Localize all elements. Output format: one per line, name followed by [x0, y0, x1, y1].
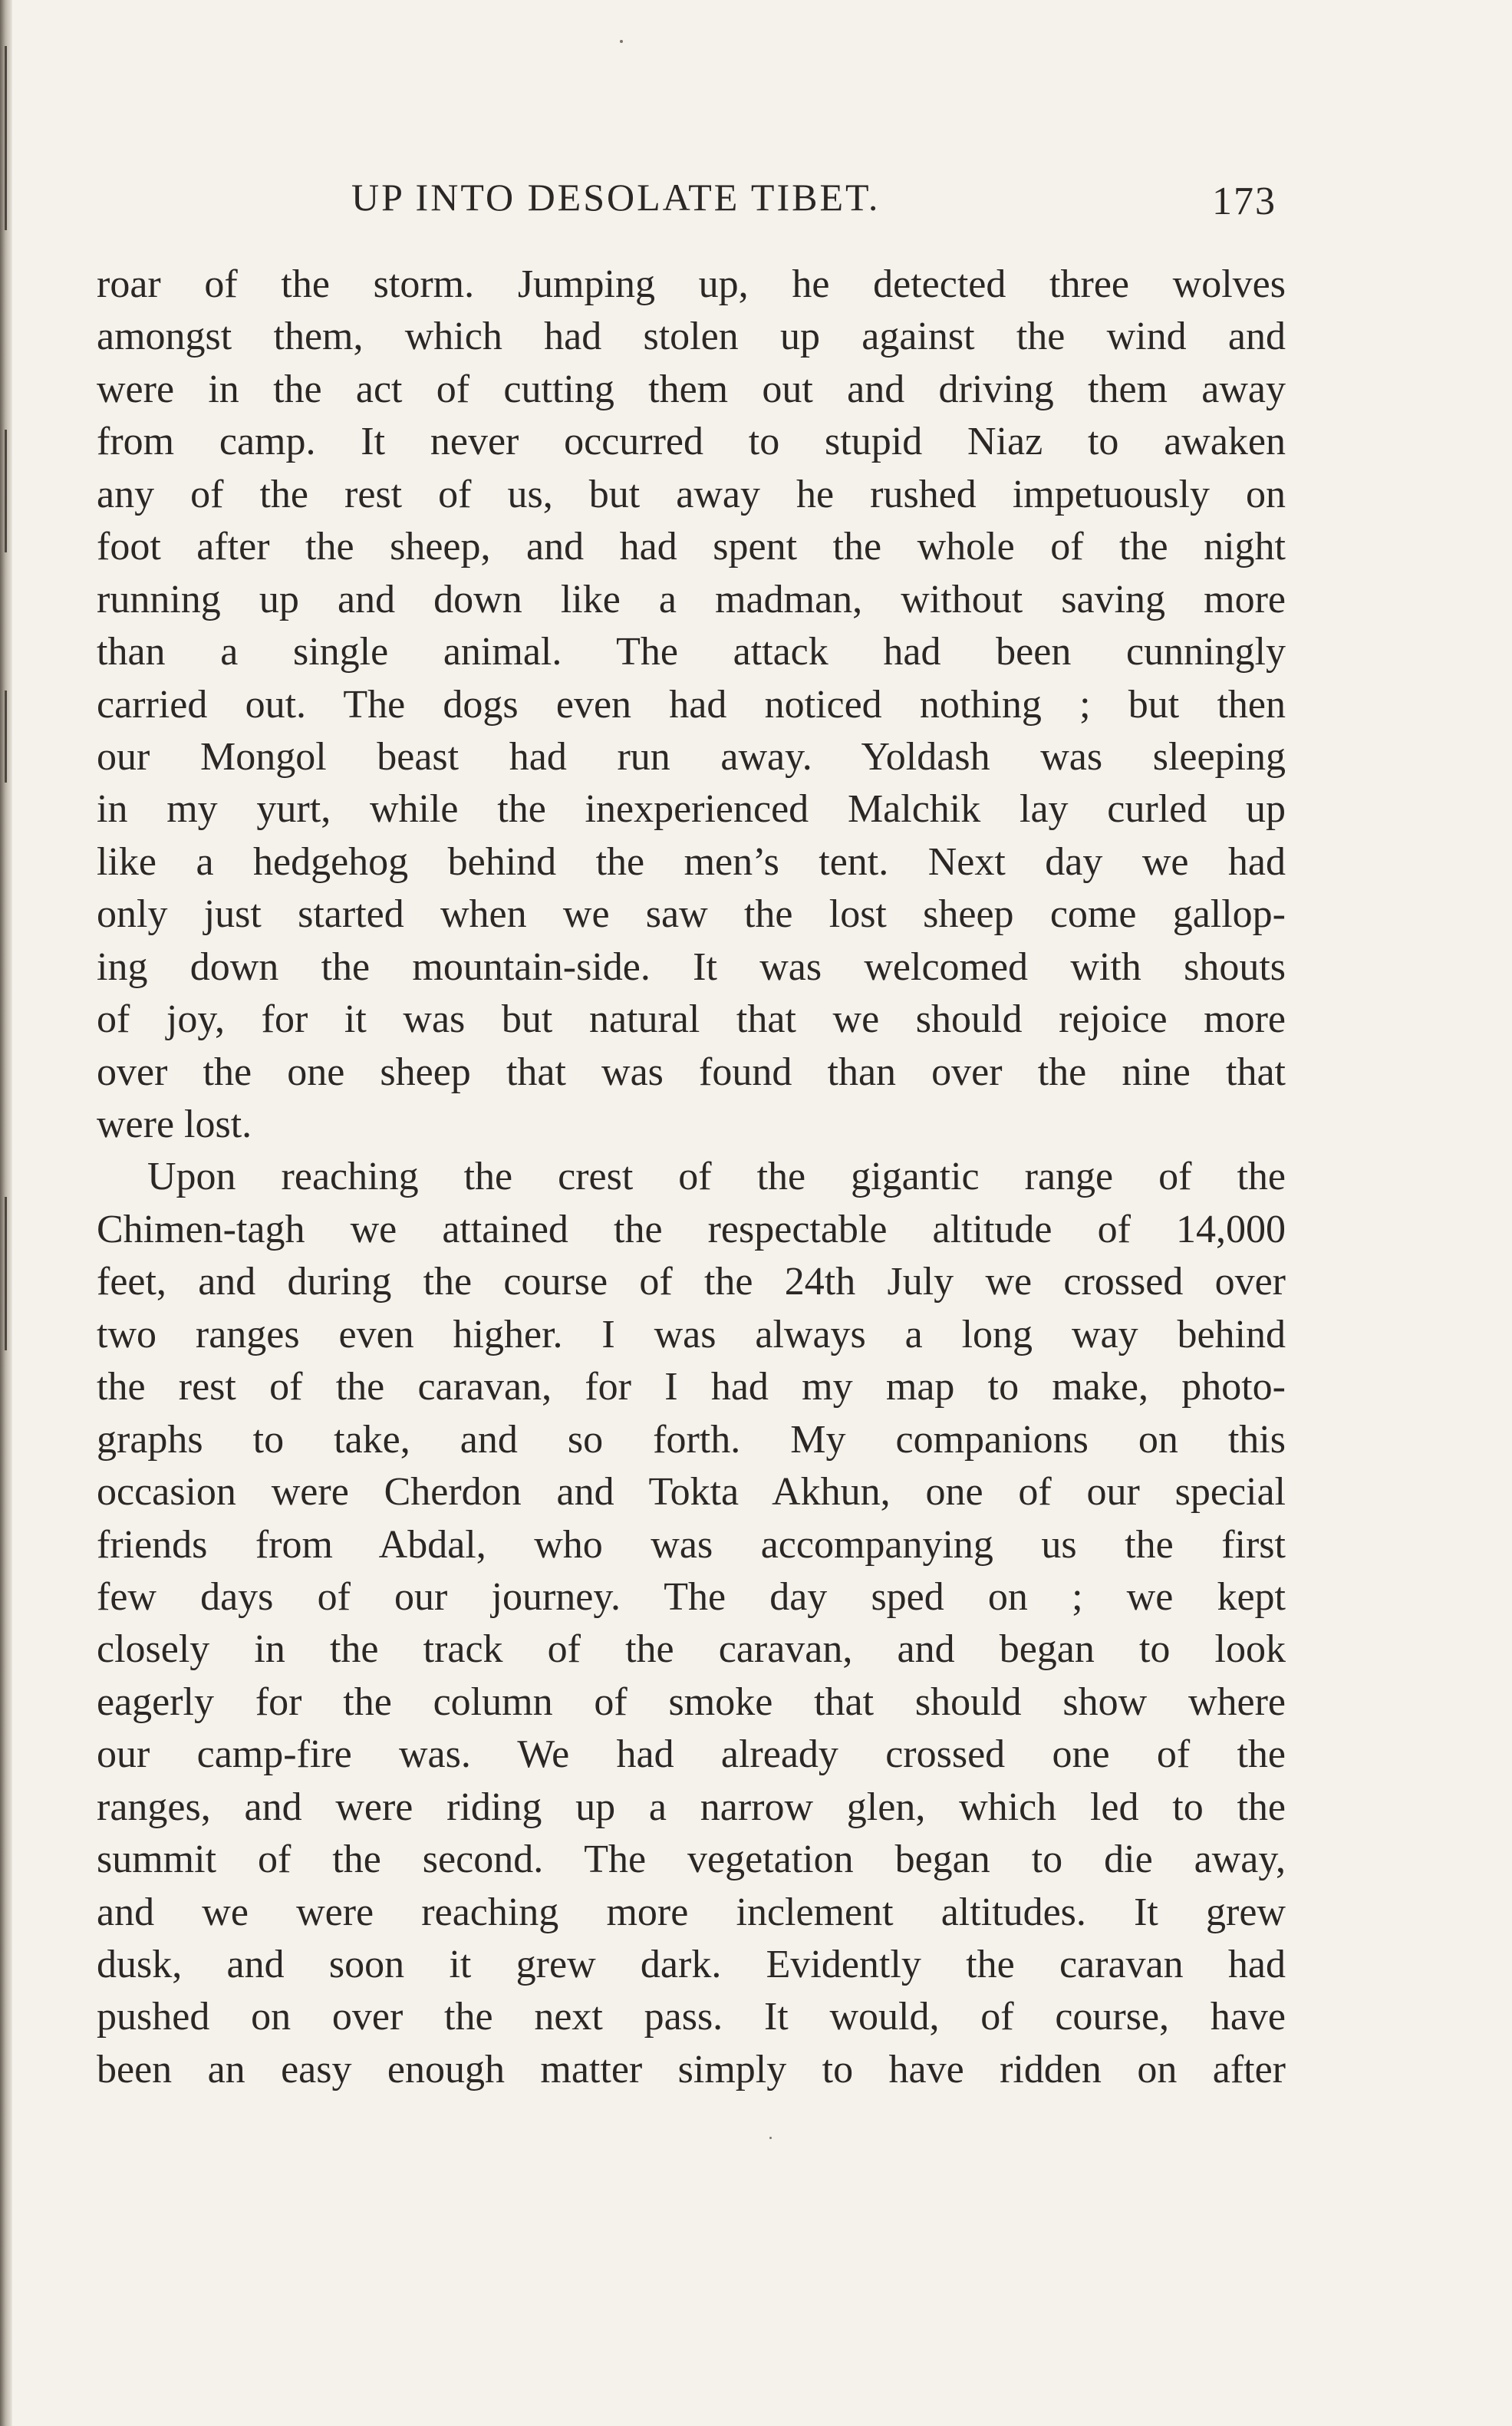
- text-line: like a hedgehog behind the men’s tent. Next day we had: [97, 839, 1286, 884]
- text-line: two ranges even higher. I was always a long way behind: [97, 1312, 1286, 1356]
- body-text: [97, 259, 1286, 2096]
- text-line: Chimen-tagh we attained the respectable altitude of 14,000: [97, 1207, 1286, 1251]
- text-line: friends from Abdal, who was accompanying us the first: [97, 1522, 1286, 1567]
- text-line: any of the rest of us, but away he rushed impetuously on: [97, 472, 1286, 516]
- page-number: 173: [1212, 180, 1276, 223]
- binding-gutter: [0, 0, 12, 2426]
- text-line: the rest of the caravan, for I had my map to make, photo-: [97, 1365, 1286, 1409]
- text-line: pushed on over the next pass. It would, of course, have: [97, 1995, 1286, 2039]
- text-line: eagerly for the column of smoke that should show where: [97, 1679, 1286, 1724]
- paragraph-start-line: Upon reaching the crest of the gigantic range of the: [147, 1155, 1286, 1199]
- gutter-shadow: [5, 691, 7, 783]
- text-line: foot after the sheep, and had spent the whole of the night: [97, 525, 1286, 569]
- text-line: dusk, and soon it grew dark. Evidently the caravan had: [97, 1943, 1286, 1986]
- text-line: our Mongol beast had run away. Yoldash was sleeping: [97, 734, 1286, 779]
- paper-speck: [620, 40, 623, 43]
- text-line: feet, and during the course of the 24th July we crossed over: [97, 1260, 1286, 1304]
- text-line: than a single animal. The attack had been cunningly: [97, 630, 1286, 674]
- text-line: amongst them, which had stolen up against the wind and: [97, 315, 1286, 359]
- running-head: [0, 170, 1512, 224]
- text-line: closely in the track of the caravan, and began to look: [97, 1627, 1286, 1672]
- text-line: were in the act of cutting them out and driving them away: [97, 367, 1286, 411]
- text-line: in my yurt, while the inexperienced Malchik lay curled up: [97, 787, 1286, 832]
- text-line: running up and down like a madman, without saving more: [97, 577, 1286, 621]
- text-line: our camp-fire was. We had already crossed one of the: [97, 1732, 1286, 1777]
- text-line: from camp. It never occurred to stupid Niaz to awaken: [97, 420, 1286, 464]
- text-line: carried out. The dogs even had noticed nothing ; but then: [97, 682, 1286, 727]
- text-line: been an easy enough matter simply to have ridden on after: [97, 2047, 1286, 2091]
- gutter-shadow: [5, 430, 7, 552]
- paragraph-end-line: were lost.: [97, 1103, 252, 1146]
- text-line: summit of the second. The vegetation began to die away,: [97, 1838, 1286, 1882]
- paper-speck: [769, 2137, 772, 2139]
- text-line: graphs to take, and so forth. My companions on this: [97, 1417, 1286, 1462]
- text-line: few days of our journey. The day sped on ; we kept: [97, 1574, 1286, 1619]
- text-line: and we were reaching more inclement altitudes. It grew: [97, 1890, 1286, 1934]
- text-line: occasion were Cherdon and Tokta Akhun, one of our special: [97, 1470, 1286, 1515]
- text-line: over the one sheep that was found than over the nine that: [97, 1050, 1286, 1094]
- chapter-title: UP INTO DESOLATE TIBET.: [351, 176, 881, 219]
- text-line: roar of the storm. Jumping up, he detected three wolves: [97, 262, 1286, 306]
- gutter-shadow: [5, 1197, 7, 1350]
- text-line: ing down the mountain-side. It was welcomed with shouts: [97, 944, 1286, 989]
- text-line: of joy, for it was but natural that we should rejoice more: [97, 997, 1286, 1042]
- text-line: ranges, and were riding up a narrow glen, which led to the: [97, 1785, 1286, 1829]
- text-line: only just started when we saw the lost sheep come gallop-: [97, 892, 1286, 937]
